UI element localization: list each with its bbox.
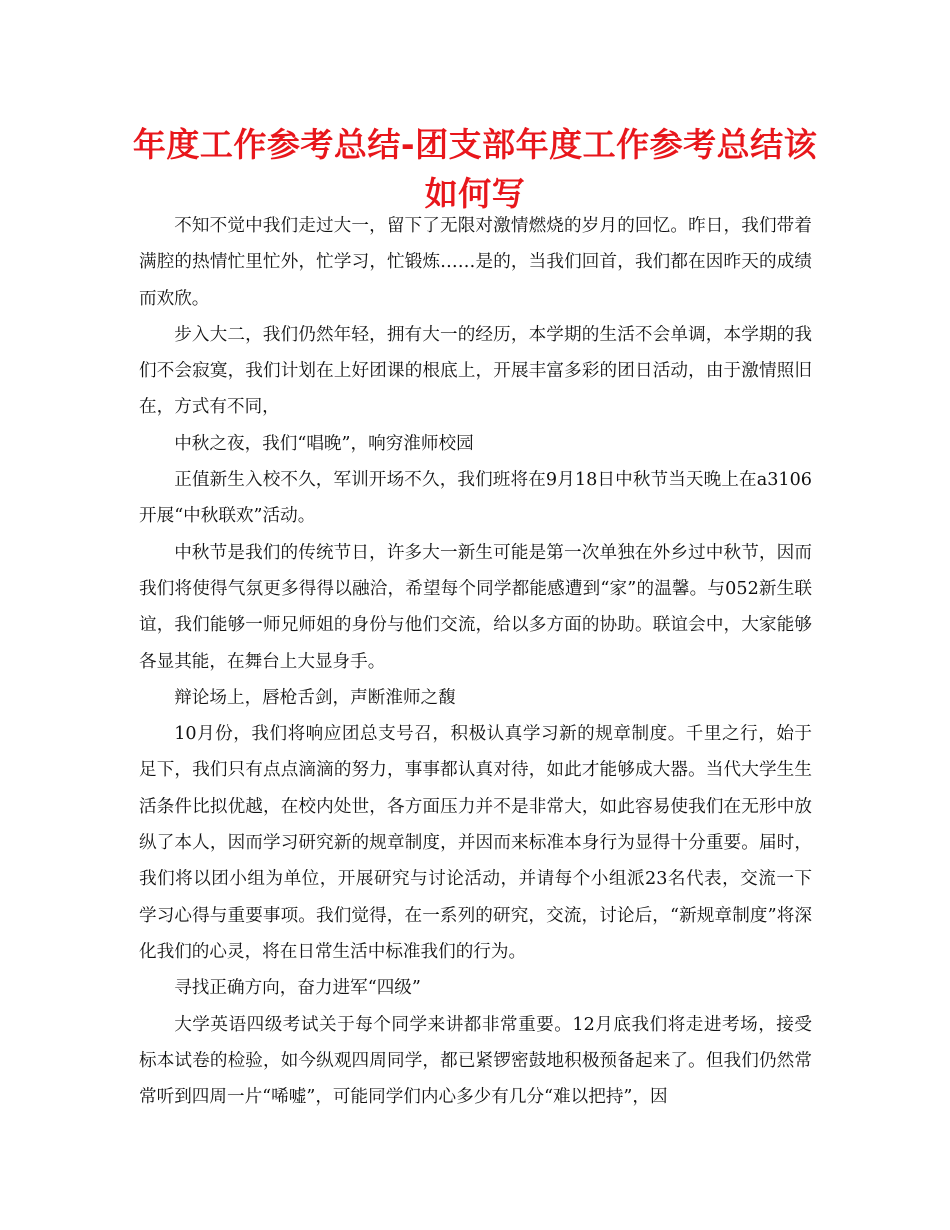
document-title: 年度工作参考总结-团支部年度工作参考总结该如何写 [132, 125, 818, 213]
section-heading: 中秋之夜，我们“唱晚”，响穷淮师校园 [174, 433, 474, 454]
section-heading: 寻找正确方向，奋力进军“四级” [174, 978, 421, 999]
paragraph: 不知不觉中我们走过大一，留下了无限对激情燃烧的岁月的回忆。昨日，我们带着满腔的热情忙里忙外，忙学习，忙锻炼……是的，当我们回首，我们都在因昨天的成绩而欢欣。 [139, 216, 812, 309]
paragraph: 10月份，我们将响应团总支号召，积极认真学习新的规章制度。千里之行，始于足下，我们只有点点滴滴的努力，事事都认真对待，如此才能够成大器。当代大学生生活条件比拟优越，在校内处世，各方面压力并不是非常大，如此容易使我们在无形中放纵了本人，因而学习研究新的规章制度，并因而来标准本身行为显得十分重要。届时，我们将以团小组为单位，开展研究与讨论活动，并请每个小组派23名代表，交流一下学习心得与重要事项。我们觉得，在一系列的研究，交流，讨论后，“新规章制度”将深化我们的心灵，将在日常生活中标准我们的行为。 [139, 724, 812, 962]
document-body [139, 208, 812, 1115]
paragraph: 大学英语四级考试关于每个同学来讲都非常重要。12月底我们将走进考场，接受标本试卷的检验，如今纵观四周同学，都已紧锣密鼓地积极预备起来了。但我们仍然常常听到四周一片“唏嘘”，可能同学们内心多少有几分“难以把持”，因 [139, 1014, 812, 1108]
paragraph: 正值新生入校不久，军训开场不久，我们班将在9月18日中秋节当天晚上在a3106开展“中秋联欢”活动。 [139, 470, 812, 527]
section-heading: 辩论场上，唇枪舌剑，声断淮师之馥 [174, 687, 456, 708]
paragraph: 中秋节是我们的传统节日，许多大一新生可能是第一次单独在外乡过中秋节，因而我们将使得气氛更多得得以融洽，希望每个同学都能感遭到“家”的温馨。与052新生联谊，我们能够一师兄师姐的身份与他们交流，给以多方面的协助。联谊会中，大家能够各显其能，在舞台上大显身手。 [139, 542, 812, 672]
paragraph: 步入大二，我们仍然年轻，拥有大一的经历，本学期的生活不会单调，本学期的我们不会寂寞，我们计划在上好团课的根底上，开展丰富多彩的团日活动，由于激情照旧在，方式有不同， [139, 324, 812, 418]
